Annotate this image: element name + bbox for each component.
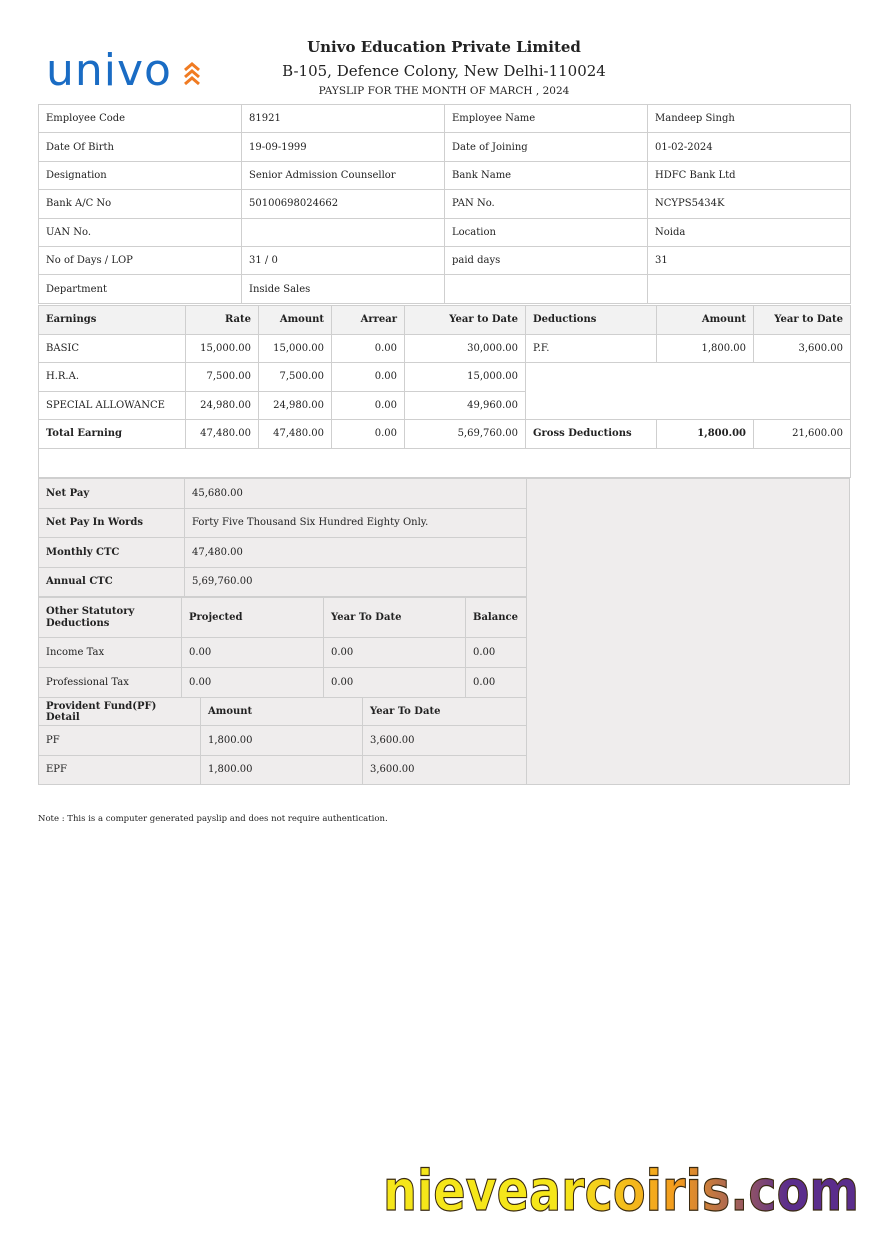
net-pay-table — [38, 478, 527, 597]
earning-ytd: 15,000.00 — [405, 363, 526, 392]
earnings-header-row — [39, 306, 851, 335]
earning-rate: 15,000.00 — [186, 334, 259, 363]
statutory-balance: 0.00 — [466, 668, 527, 698]
deduction-ytd-heading: Year to Date — [754, 306, 851, 335]
earning-ytd: 49,960.00 — [405, 391, 526, 420]
footnote: Note : This is a computer generated payslip and does not require authentication. — [38, 814, 388, 824]
info-label: No of Days / LOP — [39, 246, 242, 274]
annual-ctc-row — [39, 567, 527, 597]
deductions-empty-area — [526, 363, 851, 420]
pf-ytd-heading: Year To Date — [363, 698, 527, 726]
statutory-row — [39, 668, 527, 698]
info-value: 01-02-2024 — [648, 133, 851, 161]
earn-ytd-heading: Year to Date — [405, 306, 526, 335]
statutory-deductions-table — [38, 597, 527, 698]
deduction-label: P.F. — [526, 334, 657, 363]
deductions-heading: Deductions — [526, 306, 657, 335]
info-label: Department — [39, 275, 242, 303]
employee-info-row — [39, 105, 851, 133]
info-value: 31 — [648, 246, 851, 274]
gross-deductions-ytd: 21,600.00 — [754, 420, 851, 449]
statutory-label: Income Tax — [39, 638, 182, 668]
earning-amount: 24,980.00 — [259, 391, 332, 420]
info-value: Inside Sales — [242, 275, 445, 303]
employee-info-row — [39, 275, 851, 303]
earning-arrear: 0.00 — [332, 391, 405, 420]
logo-text: univo — [46, 45, 172, 96]
pf-row — [39, 755, 527, 785]
earning-rate: 24,980.00 — [186, 391, 259, 420]
earning-label: H.R.A. — [39, 363, 186, 392]
monthly-ctc-row — [39, 538, 527, 568]
info-label: Employee Code — [39, 105, 242, 133]
info-label: UAN No. — [39, 218, 242, 246]
pf-label: EPF — [39, 755, 201, 785]
info-value: Mandeep Singh — [648, 105, 851, 133]
annual-ctc-label: Annual CTC — [39, 567, 185, 597]
info-label: Employee Name — [445, 105, 648, 133]
statutory-heading: Other Statutory Deductions — [39, 598, 182, 638]
net-pay-value: 45,680.00 — [185, 479, 527, 509]
total-ytd: 5,69,760.00 — [405, 420, 526, 449]
net-pay-label: Net Pay — [39, 479, 185, 509]
deduction-amount: 1,800.00 — [657, 334, 754, 363]
earning-rate: 7,500.00 — [186, 363, 259, 392]
monthly-ctc-value: 47,480.00 — [185, 538, 527, 568]
info-label: Date of Joining — [445, 133, 648, 161]
gross-deductions-label: Gross Deductions — [526, 420, 657, 449]
earnings-row — [39, 363, 851, 392]
earnings-row — [39, 334, 851, 363]
statutory-ytd: 0.00 — [324, 638, 466, 668]
employee-info-row — [39, 161, 851, 189]
info-value: 19-09-1999 — [242, 133, 445, 161]
info-label: Designation — [39, 161, 242, 189]
pf-detail-heading: Provident Fund(PF) Detail — [39, 698, 201, 726]
deduction-amount-heading: Amount — [657, 306, 754, 335]
info-value — [242, 218, 445, 246]
pf-amount-heading: Amount — [201, 698, 363, 726]
statutory-ytd-heading: Year To Date — [324, 598, 466, 638]
projected-heading: Projected — [182, 598, 324, 638]
statutory-projected: 0.00 — [182, 638, 324, 668]
employee-info-row — [39, 218, 851, 246]
arrear-heading: Arrear — [332, 306, 405, 335]
total-earning-label: Total Earning — [39, 420, 186, 449]
earning-amount: 15,000.00 — [259, 334, 332, 363]
amount-heading: Amount — [259, 306, 332, 335]
statutory-row — [39, 638, 527, 668]
statutory-header-row — [39, 598, 527, 638]
info-label: Bank A/C No — [39, 190, 242, 218]
employee-info-row — [39, 246, 851, 274]
totals-row — [39, 420, 851, 449]
total-rate: 47,480.00 — [186, 420, 259, 449]
earnings-deductions-table — [38, 305, 851, 478]
pf-ytd: 3,600.00 — [363, 726, 527, 756]
earning-label: SPECIAL ALLOWANCE — [39, 391, 186, 420]
balance-heading: Balance — [466, 598, 527, 638]
earning-arrear: 0.00 — [332, 363, 405, 392]
annual-ctc-value: 5,69,760.00 — [185, 567, 527, 597]
watermark-logo — [383, 1158, 863, 1224]
pf-header-row — [39, 698, 527, 726]
pf-amount: 1,800.00 — [201, 755, 363, 785]
statutory-projected: 0.00 — [182, 668, 324, 698]
net-pay-row — [39, 479, 527, 509]
statutory-balance: 0.00 — [466, 638, 527, 668]
info-label: paid days — [445, 246, 648, 274]
info-value: 31 / 0 — [242, 246, 445, 274]
earning-amount: 7,500.00 — [259, 363, 332, 392]
info-value: NCYPS5434K — [648, 190, 851, 218]
rate-heading: Rate — [186, 306, 259, 335]
pf-label: PF — [39, 726, 201, 756]
employee-info-row — [39, 133, 851, 161]
payslip-header — [38, 34, 850, 104]
gross-deductions-amount: 1,800.00 — [657, 420, 754, 449]
payslip-title: PAYSLIP FOR THE MONTH OF MARCH , 2024 — [318, 85, 570, 97]
earning-ytd: 30,000.00 — [405, 334, 526, 363]
statutory-ytd: 0.00 — [324, 668, 466, 698]
info-value: HDFC Bank Ltd — [648, 161, 851, 189]
company-name: Univo Education Private Limited — [307, 38, 581, 56]
info-label: Location — [445, 218, 648, 246]
employee-info-table — [38, 104, 851, 304]
earning-arrear: 0.00 — [332, 334, 405, 363]
monthly-ctc-label: Monthly CTC — [39, 538, 185, 568]
info-value — [648, 275, 851, 303]
pf-detail-table — [38, 697, 527, 785]
company-address: B-105, Defence Colony, New Delhi-110024 — [282, 62, 606, 80]
total-arrear: 0.00 — [332, 420, 405, 449]
statutory-label: Professional Tax — [39, 668, 182, 698]
total-amount: 47,480.00 — [259, 420, 332, 449]
net-pay-words-label: Net Pay In Words — [39, 508, 185, 538]
info-label: PAN No. — [445, 190, 648, 218]
net-pay-words-value: Forty Five Thousand Six Hundred Eighty Only. — [185, 508, 527, 538]
net-pay-words-row — [39, 508, 527, 538]
info-value: Senior Admission Counsellor — [242, 161, 445, 189]
pf-row — [39, 726, 527, 756]
employee-info-row — [39, 190, 851, 218]
info-label: Bank Name — [445, 161, 648, 189]
deduction-ytd: 3,600.00 — [754, 334, 851, 363]
info-label: Date Of Birth — [39, 133, 242, 161]
spacer-row — [39, 448, 851, 477]
svg-text:nievearcoiris.com: nievearcoiris.com — [383, 1159, 859, 1224]
info-value: 81921 — [242, 105, 445, 133]
pf-ytd: 3,600.00 — [363, 755, 527, 785]
pf-amount: 1,800.00 — [201, 726, 363, 756]
info-value: 50100698024662 — [242, 190, 445, 218]
info-value: Noida — [648, 218, 851, 246]
info-label — [445, 275, 648, 303]
earnings-heading: Earnings — [39, 306, 186, 335]
earning-label: BASIC — [39, 334, 186, 363]
